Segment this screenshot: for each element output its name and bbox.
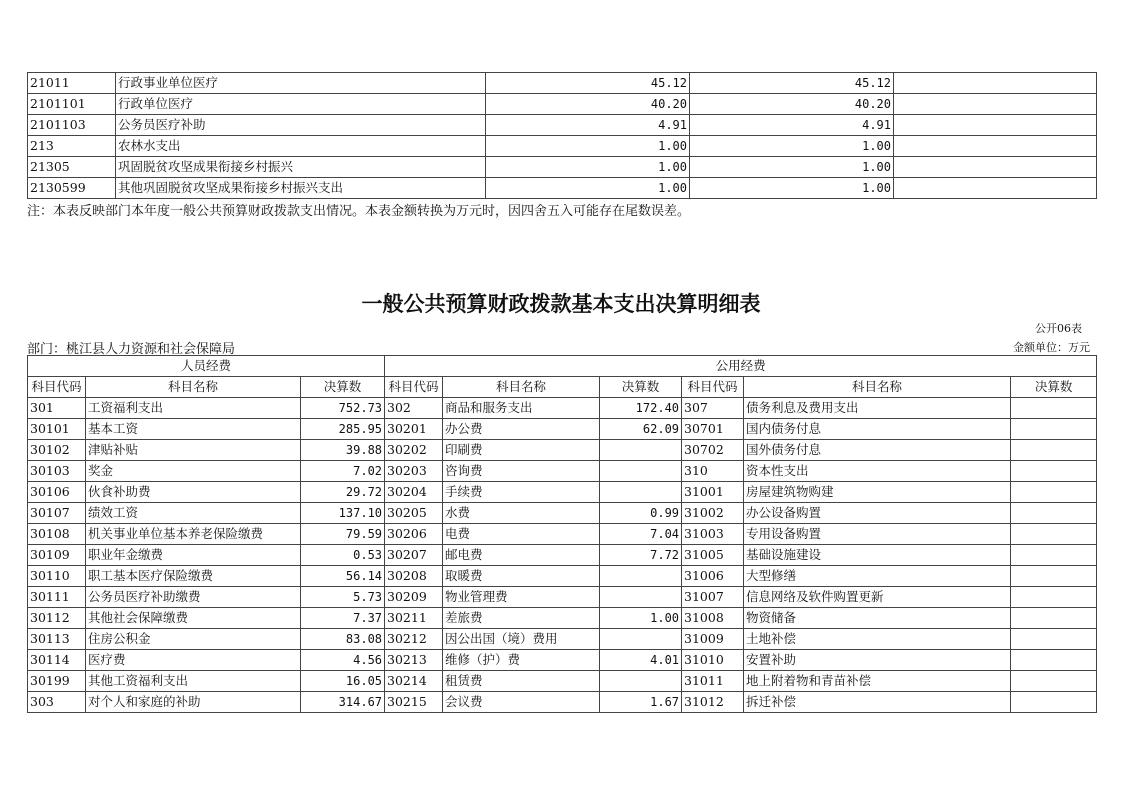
col-header-amount: 决算数: [600, 377, 682, 398]
cell-amount: 285.95: [301, 419, 385, 440]
cell-amount: 1.00: [600, 608, 682, 629]
col-header-code: 科目代码: [28, 377, 86, 398]
cell-code: 30214: [385, 671, 443, 692]
cell-name: 专用设备购置: [744, 524, 1011, 545]
cell-name: 差旅费: [443, 608, 600, 629]
cell-code: 30207: [385, 545, 443, 566]
public-group-header: 公用经费: [385, 356, 1097, 377]
cell-amount: 56.14: [301, 566, 385, 587]
cell-amount: 172.40: [600, 398, 682, 419]
cell-name: 机关事业单位基本养老保险缴费: [86, 524, 301, 545]
cell-code: 30205: [385, 503, 443, 524]
table-row: [28, 482, 1097, 503]
cell-amount: [1011, 671, 1097, 692]
cell-code: 2130599: [28, 178, 116, 199]
cell-name: 水费: [443, 503, 600, 524]
basic-expenditure-detail-table: [27, 355, 1097, 713]
cell-name: 伙食补助费: [86, 482, 301, 503]
cell-amount: [1011, 461, 1097, 482]
cell-name: 职工基本医疗保险缴费: [86, 566, 301, 587]
cell-v1: 1.00: [486, 178, 690, 199]
cell-amount: 7.37: [301, 608, 385, 629]
cell-name: 农林水支出: [116, 136, 486, 157]
table-note: 注：本表反映部门本年度一般公共预算财政拨款支出情况。本表金额转换为万元时，因四舍五入可能存在尾数误差。: [27, 204, 691, 219]
cell-name: 行政事业单位医疗: [116, 73, 486, 94]
table-row: [28, 94, 1097, 115]
cell-amount: 4.01: [600, 650, 682, 671]
cell-v3: [894, 115, 1097, 136]
page-title: 一般公共预算财政拨款基本支出决算明细表: [361, 292, 761, 316]
cell-code: 21305: [28, 157, 116, 178]
cell-amount: [1011, 398, 1097, 419]
cell-name: 租赁费: [443, 671, 600, 692]
cell-code: 2101103: [28, 115, 116, 136]
cell-name: 办公费: [443, 419, 600, 440]
cell-name: 商品和服务支出: [443, 398, 600, 419]
cell-code: 31006: [682, 566, 744, 587]
top-table-body: [28, 73, 1097, 199]
cell-code: 30113: [28, 629, 86, 650]
cell-amount: 29.72: [301, 482, 385, 503]
cell-v1: 4.91: [486, 115, 690, 136]
col-header-code: 科目代码: [385, 377, 443, 398]
table-row: [28, 650, 1097, 671]
cell-amount: [1011, 608, 1097, 629]
cell-name: 行政单位医疗: [116, 94, 486, 115]
cell-name: 安置补助: [744, 650, 1011, 671]
cell-code: 302: [385, 398, 443, 419]
cell-amount: 1.67: [600, 692, 682, 713]
cell-v1: 1.00: [486, 136, 690, 157]
cell-name: 大型修缮: [744, 566, 1011, 587]
cell-name: 住房公积金: [86, 629, 301, 650]
table-row: [28, 440, 1097, 461]
cell-code: 30211: [385, 608, 443, 629]
table-row: [28, 115, 1097, 136]
table-row: [28, 461, 1097, 482]
cell-amount: [1011, 419, 1097, 440]
cell-name: 国外债务付息: [744, 440, 1011, 461]
cell-amount: 137.10: [301, 503, 385, 524]
cell-code: 30111: [28, 587, 86, 608]
cell-code: 30201: [385, 419, 443, 440]
cell-code: 30212: [385, 629, 443, 650]
cell-amount: 62.09: [600, 419, 682, 440]
cell-code: 31003: [682, 524, 744, 545]
personnel-group-header: 人员经费: [28, 356, 385, 377]
cell-amount: 4.56: [301, 650, 385, 671]
cell-v3: [894, 94, 1097, 115]
cell-amount: [1011, 692, 1097, 713]
cell-code: 30106: [28, 482, 86, 503]
cell-code: 30203: [385, 461, 443, 482]
cell-amount: [600, 461, 682, 482]
cell-amount: [1011, 650, 1097, 671]
cell-name: 绩效工资: [86, 503, 301, 524]
cell-amount: 7.72: [600, 545, 682, 566]
cell-amount: [1011, 503, 1097, 524]
col-header-amount: 决算数: [1011, 377, 1097, 398]
table-row: [28, 671, 1097, 692]
cell-code: 30208: [385, 566, 443, 587]
table-row: [28, 587, 1097, 608]
cell-name: 电费: [443, 524, 600, 545]
cell-code: 30202: [385, 440, 443, 461]
cell-code: 30215: [385, 692, 443, 713]
cell-name: 办公设备购置: [744, 503, 1011, 524]
cell-code: 30209: [385, 587, 443, 608]
cell-v2: 4.91: [690, 115, 894, 136]
cell-name: 债务利息及费用支出: [744, 398, 1011, 419]
cell-code: 31002: [682, 503, 744, 524]
cell-name: 会议费: [443, 692, 600, 713]
col-header-code: 科目代码: [682, 377, 744, 398]
cell-name: 信息网络及软件购置更新: [744, 587, 1011, 608]
cell-amount: [1011, 587, 1097, 608]
group-header-row: [28, 356, 1097, 377]
cell-name: 公务员医疗补助: [116, 115, 486, 136]
cell-name: 基本工资: [86, 419, 301, 440]
cell-name: 物业管理费: [443, 587, 600, 608]
cell-code: 31005: [682, 545, 744, 566]
cell-code: 31007: [682, 587, 744, 608]
table-row: [28, 73, 1097, 94]
cell-amount: 314.67: [301, 692, 385, 713]
cell-code: 31009: [682, 629, 744, 650]
detail-table-body: [28, 398, 1097, 713]
cell-v2: 1.00: [690, 157, 894, 178]
cell-code: 30109: [28, 545, 86, 566]
cell-v2: 1.00: [690, 136, 894, 157]
col-header-name: 科目名称: [744, 377, 1011, 398]
cell-name: 职业年金缴费: [86, 545, 301, 566]
cell-code: 301: [28, 398, 86, 419]
cell-name: 拆迁补偿: [744, 692, 1011, 713]
top-expenditure-table: [27, 72, 1097, 199]
table-row: [28, 608, 1097, 629]
cell-code: 30101: [28, 419, 86, 440]
amount-unit-label: 金额单位：万元: [1013, 341, 1090, 354]
table-row: [28, 503, 1097, 524]
cell-name: 工资福利支出: [86, 398, 301, 419]
cell-code: 31011: [682, 671, 744, 692]
cell-code: 310: [682, 461, 744, 482]
cell-name: 国内债务付息: [744, 419, 1011, 440]
cell-amount: [1011, 545, 1097, 566]
cell-code: 30702: [682, 440, 744, 461]
cell-amount: 0.53: [301, 545, 385, 566]
cell-amount: [1011, 629, 1097, 650]
table-row: [28, 136, 1097, 157]
cell-amount: [600, 671, 682, 692]
cell-name: 津贴补贴: [86, 440, 301, 461]
cell-name: 巩固脱贫攻坚成果衔接乡村振兴: [116, 157, 486, 178]
cell-code: 31010: [682, 650, 744, 671]
table-row: [28, 398, 1097, 419]
cell-amount: 7.02: [301, 461, 385, 482]
cell-v2: 1.00: [690, 178, 894, 199]
cell-code: 307: [682, 398, 744, 419]
cell-amount: 0.99: [600, 503, 682, 524]
table-row: [28, 419, 1097, 440]
cell-amount: 79.59: [301, 524, 385, 545]
cell-name: 资本性支出: [744, 461, 1011, 482]
cell-amount: [600, 566, 682, 587]
cell-code: 30112: [28, 608, 86, 629]
cell-v2: 45.12: [690, 73, 894, 94]
table-row: [28, 566, 1097, 587]
cell-name: 公务员医疗补助缴费: [86, 587, 301, 608]
cell-amount: [1011, 440, 1097, 461]
cell-amount: 5.73: [301, 587, 385, 608]
cell-code: 21011: [28, 73, 116, 94]
cell-name: 医疗费: [86, 650, 301, 671]
cell-code: 30204: [385, 482, 443, 503]
cell-v3: [894, 73, 1097, 94]
cell-code: 30102: [28, 440, 86, 461]
department-label: 部门：桃江县人力资源和社会保障局: [27, 342, 236, 357]
cell-code: 30107: [28, 503, 86, 524]
table-row: [28, 157, 1097, 178]
cell-name: 其他工资福利支出: [86, 671, 301, 692]
cell-code: 31012: [682, 692, 744, 713]
cell-name: 维修（护）费: [443, 650, 600, 671]
table-row: [28, 524, 1097, 545]
cell-name: 基础设施建设: [744, 545, 1011, 566]
cell-name: 其他社会保障缴费: [86, 608, 301, 629]
cell-name: 取暖费: [443, 566, 600, 587]
cell-name: 物资储备: [744, 608, 1011, 629]
cell-name: 对个人和家庭的补助: [86, 692, 301, 713]
cell-v1: 45.12: [486, 73, 690, 94]
cell-code: 30701: [682, 419, 744, 440]
cell-code: 30199: [28, 671, 86, 692]
cell-amount: 7.04: [600, 524, 682, 545]
form-number: 公开06表: [1035, 322, 1082, 335]
cell-amount: 16.05: [301, 671, 385, 692]
cell-code: 303: [28, 692, 86, 713]
cell-amount: [600, 482, 682, 503]
cell-v1: 40.20: [486, 94, 690, 115]
cell-name: 因公出国（境）费用: [443, 629, 600, 650]
cell-v3: [894, 178, 1097, 199]
table-row: [28, 178, 1097, 199]
column-header-row: [28, 377, 1097, 398]
cell-amount: [600, 587, 682, 608]
cell-code: 30114: [28, 650, 86, 671]
cell-amount: 83.08: [301, 629, 385, 650]
cell-code: 30103: [28, 461, 86, 482]
cell-amount: 752.73: [301, 398, 385, 419]
cell-name: 房屋建筑物购建: [744, 482, 1011, 503]
cell-code: 31001: [682, 482, 744, 503]
col-header-name: 科目名称: [86, 377, 301, 398]
cell-amount: [1011, 524, 1097, 545]
cell-code: 31008: [682, 608, 744, 629]
cell-name: 印刷费: [443, 440, 600, 461]
cell-code: 30108: [28, 524, 86, 545]
col-header-amount: 决算数: [301, 377, 385, 398]
cell-name: 咨询费: [443, 461, 600, 482]
cell-code: 213: [28, 136, 116, 157]
cell-amount: [1011, 566, 1097, 587]
cell-v3: [894, 157, 1097, 178]
cell-amount: [600, 440, 682, 461]
table-row: [28, 545, 1097, 566]
cell-code: 2101101: [28, 94, 116, 115]
cell-name: 邮电费: [443, 545, 600, 566]
table-row: [28, 692, 1097, 713]
cell-code: 30213: [385, 650, 443, 671]
table-row: [28, 629, 1097, 650]
cell-amount: [1011, 482, 1097, 503]
cell-name: 其他巩固脱贫攻坚成果衔接乡村振兴支出: [116, 178, 486, 199]
cell-code: 30206: [385, 524, 443, 545]
cell-name: 奖金: [86, 461, 301, 482]
cell-name: 手续费: [443, 482, 600, 503]
col-header-name: 科目名称: [443, 377, 600, 398]
cell-name: 地上附着物和青苗补偿: [744, 671, 1011, 692]
cell-v1: 1.00: [486, 157, 690, 178]
cell-v2: 40.20: [690, 94, 894, 115]
cell-amount: [600, 629, 682, 650]
cell-v3: [894, 136, 1097, 157]
cell-amount: 39.88: [301, 440, 385, 461]
cell-name: 土地补偿: [744, 629, 1011, 650]
cell-code: 30110: [28, 566, 86, 587]
